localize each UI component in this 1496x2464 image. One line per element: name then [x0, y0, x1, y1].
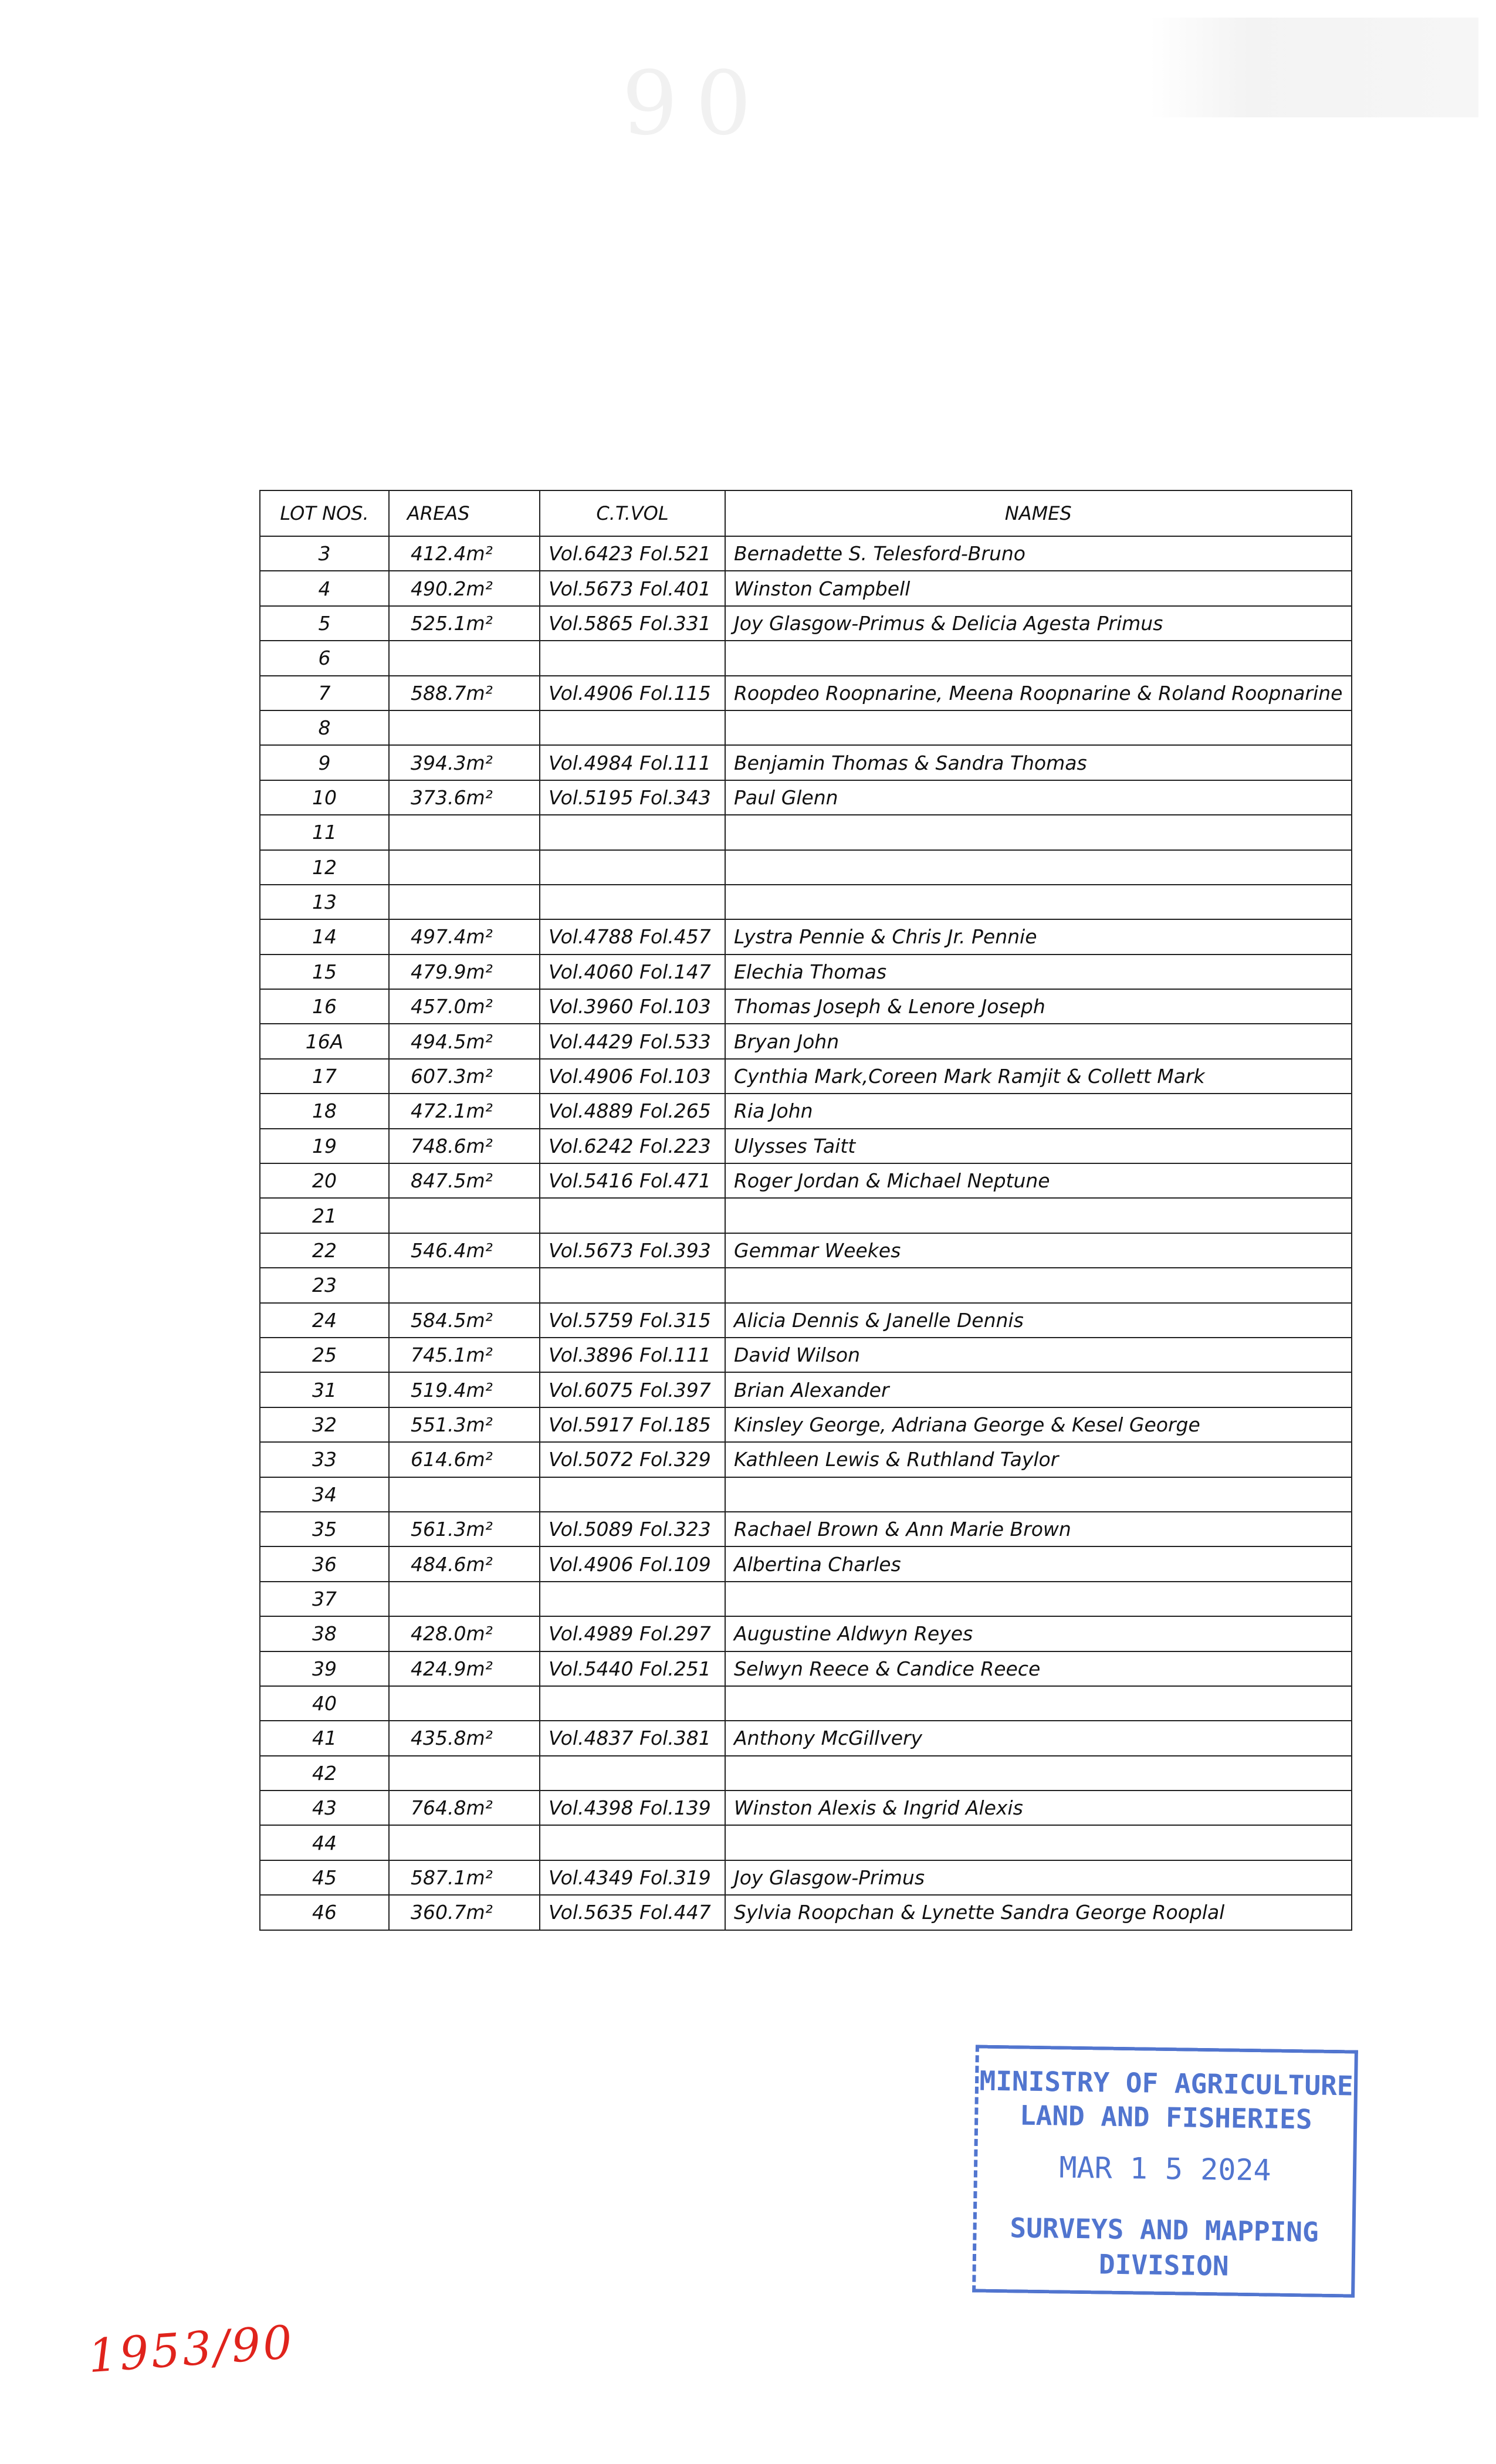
- table-row: [260, 1825, 1352, 1860]
- cell-ct-vol: Vol.4906 Fol.109: [540, 1546, 725, 1581]
- cell-names: Thomas Joseph & Lenore Joseph: [725, 989, 1352, 1024]
- cell-ct-vol: [540, 1825, 725, 1860]
- cell-names: [725, 1477, 1352, 1512]
- cell-lot-no: 46: [260, 1895, 389, 1930]
- cell-names: [725, 1582, 1352, 1616]
- cell-lot-no: 45: [260, 1860, 389, 1895]
- cell-ct-vol: Vol.5759 Fol.315: [540, 1303, 725, 1338]
- table-row: [260, 1094, 1352, 1128]
- cell-lot-no: 17: [260, 1059, 389, 1094]
- cell-lot-no: 41: [260, 1721, 389, 1755]
- cell-lot-no: 38: [260, 1616, 389, 1651]
- cell-area: 551.3m²: [389, 1407, 540, 1442]
- cell-names: Sylvia Roopchan & Lynette Sandra George Rooplal: [725, 1895, 1352, 1930]
- cell-ct-vol: Vol.5440 Fol.251: [540, 1651, 725, 1686]
- cell-names: Gemmar Weekes: [725, 1233, 1352, 1268]
- cell-area: [389, 885, 540, 919]
- cell-ct-vol: Vol.4984 Fol.111: [540, 745, 725, 780]
- cell-ct-vol: Vol.4060 Fol.147: [540, 955, 725, 989]
- cell-area: 546.4m²: [389, 1233, 540, 1268]
- cell-names: [725, 641, 1352, 675]
- cell-names: Paul Glenn: [725, 780, 1352, 815]
- cell-names: Brian Alexander: [725, 1372, 1352, 1407]
- cell-names: [725, 850, 1352, 885]
- table-row: [260, 571, 1352, 605]
- cell-names: [725, 1825, 1352, 1860]
- cell-lot-no: 9: [260, 745, 389, 780]
- header-areas: AREAS: [389, 490, 540, 536]
- cell-names: Joy Glasgow-Primus & Delicia Agesta Primus: [725, 606, 1352, 641]
- table-header-row: [260, 490, 1352, 536]
- cell-names: [725, 1756, 1352, 1791]
- cell-ct-vol: Vol.5089 Fol.323: [540, 1512, 725, 1546]
- cell-area: 373.6m²: [389, 780, 540, 815]
- stamp-ministry: MINISTRY OF AGRICULTURE: [979, 2064, 1353, 2102]
- cell-ct-vol: Vol.5072 Fol.329: [540, 1442, 725, 1477]
- cell-lot-no: 31: [260, 1372, 389, 1407]
- cell-area: [389, 1198, 540, 1233]
- cell-ct-vol: Vol.5416 Fol.471: [540, 1163, 725, 1198]
- cell-area: [389, 1686, 540, 1721]
- cell-names: Roopdeo Roopnarine, Meena Roopnarine & Roland Roopnarine: [725, 676, 1352, 710]
- cell-ct-vol: Vol.3960 Fol.103: [540, 989, 725, 1024]
- cell-area: 479.9m²: [389, 955, 540, 989]
- cell-lot-no: 21: [260, 1198, 389, 1233]
- bleed-through-mark: 90: [622, 53, 769, 155]
- table-row: [260, 1024, 1352, 1058]
- cell-names: [725, 885, 1352, 919]
- cell-ct-vol: [540, 1756, 725, 1791]
- cell-lot-no: 20: [260, 1163, 389, 1198]
- cell-lot-no: 19: [260, 1129, 389, 1163]
- received-stamp: [972, 2045, 1358, 2297]
- cell-area: 490.2m²: [389, 571, 540, 605]
- cell-names: Anthony McGillvery: [725, 1721, 1352, 1755]
- cell-ct-vol: Vol.6423 Fol.521: [540, 536, 725, 571]
- table-row: [260, 955, 1352, 989]
- cell-lot-no: 10: [260, 780, 389, 815]
- cell-lot-no: 16: [260, 989, 389, 1024]
- table-row: [260, 1372, 1352, 1407]
- cell-ct-vol: Vol.4429 Fol.533: [540, 1024, 725, 1058]
- cell-names: [725, 1686, 1352, 1721]
- table-row: [260, 1895, 1352, 1930]
- table-row: [260, 606, 1352, 641]
- cell-names: Augustine Aldwyn Reyes: [725, 1616, 1352, 1651]
- cell-area: 424.9m²: [389, 1651, 540, 1686]
- cell-area: 607.3m²: [389, 1059, 540, 1094]
- table-row: [260, 919, 1352, 954]
- cell-lot-no: 11: [260, 815, 389, 849]
- cell-ct-vol: Vol.6242 Fol.223: [540, 1129, 725, 1163]
- cell-ct-vol: Vol.4906 Fol.115: [540, 676, 725, 710]
- cell-lot-no: 24: [260, 1303, 389, 1338]
- scan-shadow: [1150, 18, 1478, 117]
- cell-names: Lystra Pennie & Chris Jr. Pennie: [725, 919, 1352, 954]
- cell-ct-vol: [540, 885, 725, 919]
- cell-area: 435.8m²: [389, 1721, 540, 1755]
- cell-ct-vol: [540, 1477, 725, 1512]
- cell-lot-no: 39: [260, 1651, 389, 1686]
- cell-ct-vol: [540, 850, 725, 885]
- cell-ct-vol: Vol.5635 Fol.447: [540, 1895, 725, 1930]
- table-row: [260, 1268, 1352, 1302]
- table-row: [260, 850, 1352, 885]
- cell-names: Winston Campbell: [725, 571, 1352, 605]
- cell-area: 847.5m²: [389, 1163, 540, 1198]
- cell-names: Benjamin Thomas & Sandra Thomas: [725, 745, 1352, 780]
- cell-lot-no: 18: [260, 1094, 389, 1128]
- cell-area: [389, 641, 540, 675]
- cell-area: 584.5m²: [389, 1303, 540, 1338]
- cell-ct-vol: [540, 1582, 725, 1616]
- table-row: [260, 780, 1352, 815]
- cell-names: [725, 1268, 1352, 1302]
- table-row: [260, 1756, 1352, 1791]
- table-row: [260, 1303, 1352, 1338]
- table-row: [260, 745, 1352, 780]
- cell-area: 494.5m²: [389, 1024, 540, 1058]
- cell-lot-no: 6: [260, 641, 389, 675]
- cell-ct-vol: Vol.3896 Fol.111: [540, 1338, 725, 1372]
- stamp-date: MAR 1 5 2024: [1059, 2150, 1272, 2188]
- cell-lot-no: 34: [260, 1477, 389, 1512]
- table-row: [260, 1477, 1352, 1512]
- table-row: [260, 1651, 1352, 1686]
- cell-lot-no: 32: [260, 1407, 389, 1442]
- table-row: [260, 710, 1352, 745]
- table-row: [260, 1546, 1352, 1581]
- table-row: [260, 1686, 1352, 1721]
- cell-lot-no: 7: [260, 676, 389, 710]
- table-row: [260, 885, 1352, 919]
- table-row: [260, 1860, 1352, 1895]
- cell-lot-no: 42: [260, 1756, 389, 1791]
- cell-area: 614.6m²: [389, 1442, 540, 1477]
- cell-lot-no: 22: [260, 1233, 389, 1268]
- cell-names: Winston Alexis & Ingrid Alexis: [725, 1791, 1352, 1825]
- stamp-department: LAND AND FISHERIES: [1019, 2099, 1312, 2135]
- cell-names: Cynthia Mark,Coreen Mark Ramjit & Collett Mark: [725, 1059, 1352, 1094]
- cell-lot-no: 4: [260, 571, 389, 605]
- table-row: [260, 1582, 1352, 1616]
- cell-lot-no: 15: [260, 955, 389, 989]
- cell-area: [389, 1477, 540, 1512]
- cell-ct-vol: Vol.4906 Fol.103: [540, 1059, 725, 1094]
- cell-ct-vol: Vol.4398 Fol.139: [540, 1791, 725, 1825]
- cell-area: 394.3m²: [389, 745, 540, 780]
- cell-area: 587.1m²: [389, 1860, 540, 1895]
- table-row: [260, 1338, 1352, 1372]
- cell-ct-vol: Vol.4349 Fol.319: [540, 1860, 725, 1895]
- cell-lot-no: 12: [260, 850, 389, 885]
- table-row: [260, 641, 1352, 675]
- cell-names: Albertina Charles: [725, 1546, 1352, 1581]
- cell-area: 412.4m²: [389, 536, 540, 571]
- header-lot-nos: LOT NOS.: [260, 490, 389, 536]
- cell-lot-no: 23: [260, 1268, 389, 1302]
- cell-ct-vol: Vol.4889 Fol.265: [540, 1094, 725, 1128]
- cell-area: 457.0m²: [389, 989, 540, 1024]
- cell-area: 519.4m²: [389, 1372, 540, 1407]
- cell-names: Bryan John: [725, 1024, 1352, 1058]
- cell-lot-no: 33: [260, 1442, 389, 1477]
- cell-ct-vol: [540, 1686, 725, 1721]
- cell-lot-no: 25: [260, 1338, 389, 1372]
- cell-names: Kathleen Lewis & Ruthland Taylor: [725, 1442, 1352, 1477]
- cell-ct-vol: [540, 1268, 725, 1302]
- cell-ct-vol: [540, 815, 725, 849]
- cell-ct-vol: Vol.5917 Fol.185: [540, 1407, 725, 1442]
- cell-area: 360.7m²: [389, 1895, 540, 1930]
- table-row: [260, 1721, 1352, 1755]
- cell-lot-no: 5: [260, 606, 389, 641]
- cell-ct-vol: Vol.4989 Fol.297: [540, 1616, 725, 1651]
- cell-names: [725, 1198, 1352, 1233]
- table-row: [260, 815, 1352, 849]
- cell-names: Joy Glasgow-Primus: [725, 1860, 1352, 1895]
- cell-ct-vol: Vol.5673 Fol.393: [540, 1233, 725, 1268]
- header-names: NAMES: [725, 490, 1352, 536]
- table-row: [260, 1616, 1352, 1651]
- lot-schedule-table: [259, 490, 1352, 1931]
- cell-area: 588.7m²: [389, 676, 540, 710]
- cell-area: [389, 815, 540, 849]
- cell-ct-vol: Vol.5195 Fol.343: [540, 780, 725, 815]
- cell-area: [389, 1756, 540, 1791]
- cell-lot-no: 37: [260, 1582, 389, 1616]
- cell-ct-vol: Vol.4837 Fol.381: [540, 1721, 725, 1755]
- cell-lot-no: 14: [260, 919, 389, 954]
- cell-names: [725, 815, 1352, 849]
- cell-area: 748.6m²: [389, 1129, 540, 1163]
- cell-area: 745.1m²: [389, 1338, 540, 1372]
- table-row: [260, 1129, 1352, 1163]
- cell-names: Bernadette S. Telesford-Bruno: [725, 536, 1352, 571]
- table-row: [260, 1407, 1352, 1442]
- cell-lot-no: 8: [260, 710, 389, 745]
- cell-names: Selwyn Reece & Candice Reece: [725, 1651, 1352, 1686]
- header-ct-vol: C.T.VOL: [540, 490, 725, 536]
- cell-names: Ulysses Taitt: [725, 1129, 1352, 1163]
- cell-area: 428.0m²: [389, 1616, 540, 1651]
- cell-area: 497.4m²: [389, 919, 540, 954]
- cell-names: Alicia Dennis & Janelle Dennis: [725, 1303, 1352, 1338]
- cell-lot-no: 13: [260, 885, 389, 919]
- table-row: [260, 1233, 1352, 1268]
- cell-ct-vol: Vol.5865 Fol.331: [540, 606, 725, 641]
- cell-lot-no: 3: [260, 536, 389, 571]
- cell-names: Kinsley George, Adriana George & Kesel George: [725, 1407, 1352, 1442]
- cell-lot-no: 43: [260, 1791, 389, 1825]
- table-row: [260, 676, 1352, 710]
- cell-area: [389, 710, 540, 745]
- cell-area: [389, 1582, 540, 1616]
- cell-ct-vol: [540, 641, 725, 675]
- cell-area: 472.1m²: [389, 1094, 540, 1128]
- cell-area: 484.6m²: [389, 1546, 540, 1581]
- cell-lot-no: 35: [260, 1512, 389, 1546]
- cell-lot-no: 16A: [260, 1024, 389, 1058]
- table-row: [260, 1198, 1352, 1233]
- cell-area: 525.1m²: [389, 606, 540, 641]
- cell-ct-vol: Vol.4788 Fol.457: [540, 919, 725, 954]
- cell-ct-vol: [540, 1198, 725, 1233]
- table-row: [260, 536, 1352, 571]
- table-row: [260, 1512, 1352, 1546]
- cell-ct-vol: Vol.5673 Fol.401: [540, 571, 725, 605]
- stamp-division-line1: SURVEYS AND MAPPING: [1010, 2212, 1319, 2248]
- cell-area: [389, 1268, 540, 1302]
- table-row: [260, 989, 1352, 1024]
- cell-names: David Wilson: [725, 1338, 1352, 1372]
- table-row: [260, 1059, 1352, 1094]
- table-row: [260, 1163, 1352, 1198]
- cell-names: Elechia Thomas: [725, 955, 1352, 989]
- cell-area: [389, 850, 540, 885]
- cell-lot-no: 36: [260, 1546, 389, 1581]
- cell-ct-vol: Vol.6075 Fol.397: [540, 1372, 725, 1407]
- cell-ct-vol: [540, 710, 725, 745]
- cell-names: Roger Jordan & Michael Neptune: [725, 1163, 1352, 1198]
- cell-lot-no: 40: [260, 1686, 389, 1721]
- cell-names: [725, 710, 1352, 745]
- table-row: [260, 1442, 1352, 1477]
- cell-area: [389, 1825, 540, 1860]
- cell-area: 764.8m²: [389, 1791, 540, 1825]
- cell-lot-no: 44: [260, 1825, 389, 1860]
- handwritten-reference: 1953/90: [86, 2316, 296, 2384]
- table-row: [260, 1791, 1352, 1825]
- cell-names: Ria John: [725, 1094, 1352, 1128]
- cell-area: 561.3m²: [389, 1512, 540, 1546]
- cell-names: Rachael Brown & Ann Marie Brown: [725, 1512, 1352, 1546]
- stamp-division-line2: DIVISION: [1098, 2248, 1229, 2282]
